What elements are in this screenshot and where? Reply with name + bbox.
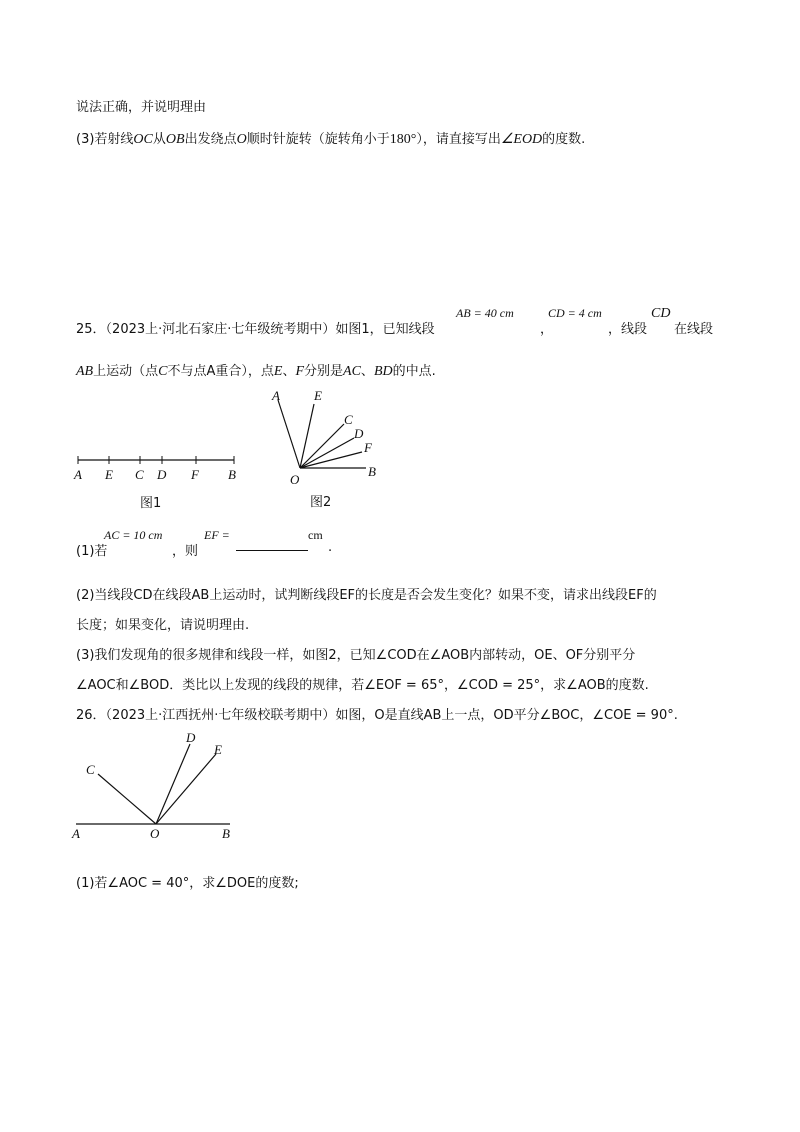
math-ac-eq: AC = 10 cm	[104, 528, 163, 542]
figure-1-segment	[70, 450, 250, 520]
text: ，线段	[608, 322, 648, 337]
math-ab-eq: AB = 40 cm	[456, 306, 514, 320]
math-f: F	[295, 364, 305, 379]
figure-26	[68, 728, 244, 844]
label-o: O	[150, 826, 160, 841]
figure-2-caption: 图2	[310, 495, 332, 510]
q25-part3-line1: (3)我们发现角的很多规律和线段一样，如图2，已知∠COD在∠AOB内部转动，OE、OF分别平分	[76, 648, 636, 663]
question-24-part-3	[76, 128, 585, 148]
math-o: O	[236, 132, 247, 147]
label-d: D	[157, 467, 167, 482]
math-cd: CD	[651, 306, 671, 321]
q25-part1-a: (1)若	[76, 544, 108, 559]
question-26: 26．（2023上·江西抚州·七年级校联考期中）如图，O是直线AB上一点，OD平分∠BOC，∠COE = 90°.	[76, 708, 678, 723]
q25-part2-line1: (2)当线段CD在线段AB上运动时，试判断线段EF的长度是否会发生变化？如果不变，请求出线段EF的	[76, 588, 657, 603]
question-25-prefix: 25．（2023上·河北石家庄·七年级统考期中）如图1，已知线段	[76, 322, 435, 337]
text: 分别是	[304, 364, 344, 379]
math-angle: 180°	[389, 132, 417, 147]
text: 的中点.	[392, 364, 436, 379]
label-d: D	[354, 426, 364, 441]
ray-oc	[98, 774, 156, 824]
q25-part3-line2: ∠AOC和∠BOD．类比以上发现的线段的规律，若∠EOF = 65°，∠COD = 25°，求∠AOB的度数.	[76, 678, 649, 693]
label-e: E	[105, 467, 113, 482]
text: 上运动（点	[93, 364, 159, 379]
text: 出发绕点	[184, 132, 237, 147]
label-a: A	[74, 467, 82, 482]
ray-od	[156, 744, 190, 824]
label-f: F	[191, 467, 199, 482]
label-b: B	[368, 464, 376, 479]
math-ac: AC	[343, 364, 361, 379]
label-c: C	[86, 762, 95, 777]
label-a: A	[72, 826, 80, 841]
math-ef: EF =	[204, 528, 230, 542]
paragraph-text: 说法正确，并说明理由	[76, 100, 207, 115]
ray-od	[300, 438, 354, 468]
text: .	[328, 540, 333, 555]
label-e: E	[314, 388, 322, 403]
text: 、	[360, 364, 374, 379]
question-25-line-2	[76, 360, 436, 380]
text: 从	[152, 132, 166, 147]
text: 顺时针旋转（旋转角小于	[246, 132, 390, 147]
math-ob: OB	[165, 132, 185, 147]
label-a: A	[272, 388, 280, 403]
math-c: C	[158, 364, 168, 379]
math-ab: AB	[76, 364, 94, 379]
label-b: B	[228, 467, 236, 482]
ray-oe	[300, 404, 314, 468]
unit-cm: cm	[308, 528, 323, 542]
text-comma: ，	[540, 322, 554, 337]
figure-2-angles	[262, 386, 392, 520]
text: 的度数.	[542, 132, 586, 147]
math-oc: OC	[133, 132, 153, 147]
label-o: O	[290, 472, 300, 487]
ray-of	[300, 452, 362, 468]
math-eod: ∠EOD	[500, 132, 543, 147]
label-b: B	[222, 826, 230, 841]
text: (3)若射线	[76, 132, 134, 147]
label-f: F	[364, 440, 372, 455]
ray-oa	[278, 400, 300, 468]
text: 不与点A重合），点	[167, 364, 274, 379]
q25-part2-line2: 长度；如果变化，请说明理由.	[76, 618, 250, 633]
label-e: E	[214, 742, 222, 757]
ray-oe	[156, 754, 216, 824]
text: 、	[282, 364, 296, 379]
text-line	[76, 96, 206, 115]
text: ，则	[172, 544, 199, 559]
math-e: E	[273, 364, 283, 379]
blank-line	[236, 538, 308, 551]
q26-part1: (1)若∠AOC = 40°，求∠DOE的度数;	[76, 876, 299, 891]
text: 在线段	[674, 322, 714, 337]
figure-1-caption: 图1	[140, 496, 162, 511]
ray-oc	[300, 424, 344, 468]
math-bd: BD	[373, 364, 393, 379]
text: ），请直接写出	[416, 132, 501, 147]
label-d: D	[186, 730, 196, 745]
math-cd-eq: CD = 4 cm	[548, 306, 602, 320]
answer-blank	[236, 538, 308, 555]
label-c: C	[135, 467, 144, 482]
label-c: C	[344, 412, 353, 427]
